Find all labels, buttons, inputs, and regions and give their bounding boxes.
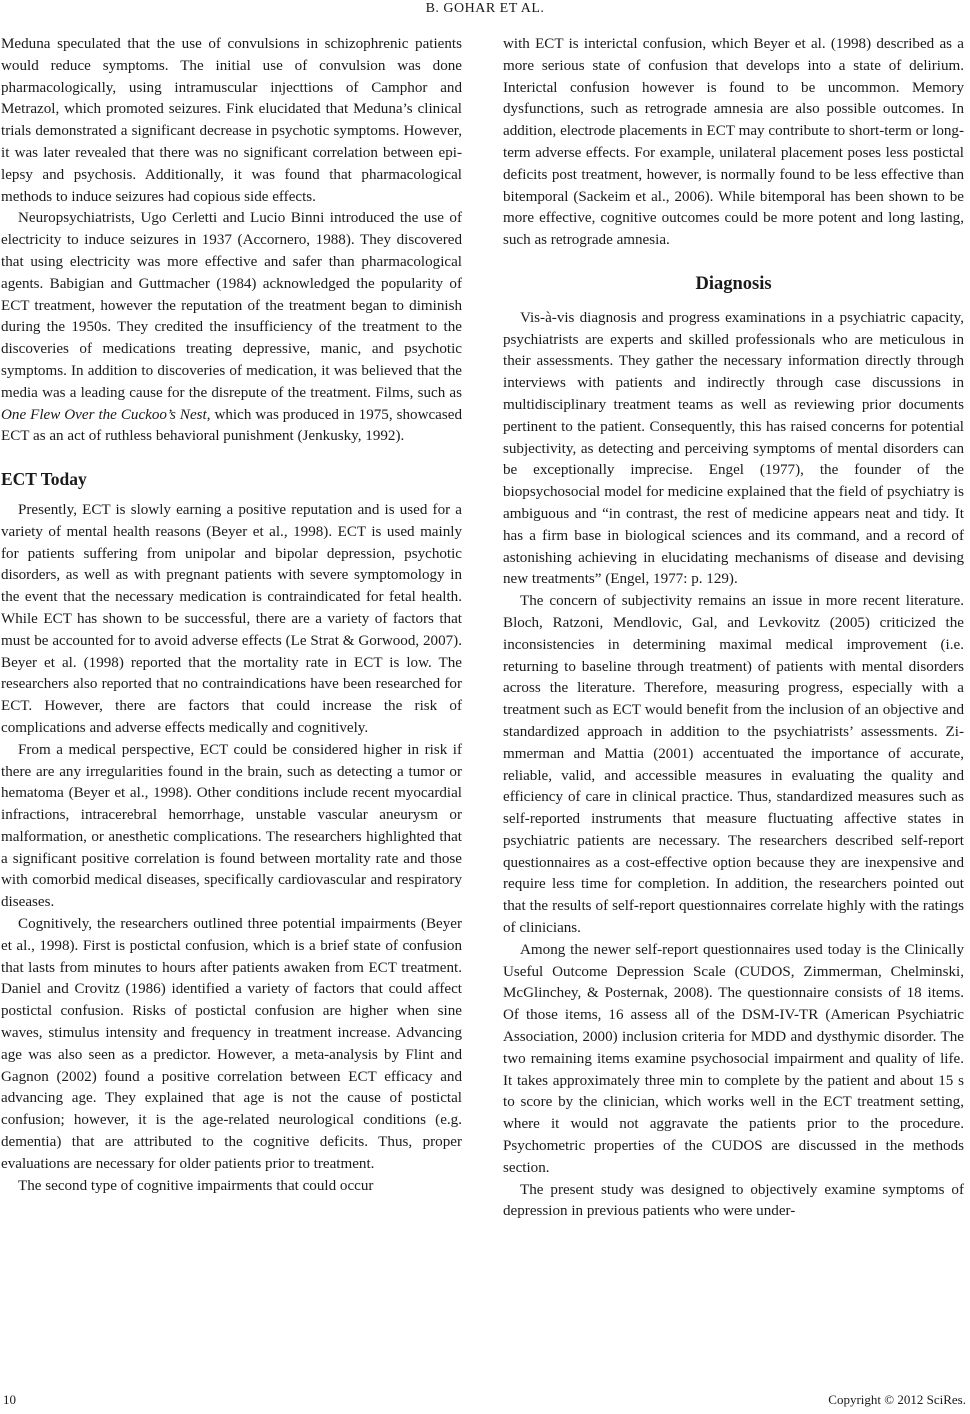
paragraph-vis-a-vis: Vis-à-vis diagnosis and progress examinations in a psychiatric capacity, psychiatrists are experts and skilled professionals who are meticulous in their assessments. They gather the necessary information directly through interviews with patients and indirectly through case discussions in multidisciplinary treatment teams as well as reviewing prior documents pertinent to the patient. Consequently, this has raised concerns for potential subjectivity, as detecting and perceiving symptoms of mental disorders can be exceptionally imprecise. Engel (1977), the founder of the biopsychosocial model for medicine explained that the field of psychiatry is ambiguous and “in contrast, the rest of medicine appears neat and tidy. It has a firm base in biological sciences and its command, and a record of astonishing achieving in elucidating mechanisms of disease and devising new treatments” (Engel, 1977: p. 129). bbox=[503, 309, 964, 588]
paragraph-second-type: The second type of cognitive impairments that could occur bbox=[18, 1177, 374, 1194]
running-head: B. GOHAR ET AL. bbox=[425, 1, 545, 16]
copyright-notice: Copyright © 2012 SciRes. bbox=[828, 1392, 966, 1407]
paragraph-presently: Presently, ECT is slowly earning a positive reputation and is used for a variety of mental health reasons (Beyer et al., 1998). ECT is used mainly for patients suffering from unipolar and bipolar depression, psychotic disorders, as well as with pregnant patients with severe symptomology in the event that the necessary medication is contraindicated for fetal health. While ECT has shown to be successful, there are a variety of factors that must be accounted for to avoid adverse effects (Le Strat & Gorwood, 2007). Beyer et al. (1998) reported that the mortality rate in ECT is low. The researchers also reported that no contraindications have been researched for ECT. However, there are factors that could increase the risk of complications and adverse effects medically and cognitively. bbox=[1, 501, 462, 736]
paragraph-cerletti-end: , which was produced in 1975, showcased ECT as an act of ruthless behavioral punishment (Jenkusky, 1992). bbox=[1, 406, 462, 445]
heading-ect-today: ECT Today bbox=[1, 469, 87, 490]
page-number: 10 bbox=[3, 1392, 16, 1407]
paragraph-interictal: with ECT is interictal confusion, which Beyer et al. (1998) described as a more serious state of confusion that develops into a state of delirium. Interictal confusion however is found to be uncommon. Memory dysfunctions, such as retrograde amnesia are also possible outcomes. In addition, electrode placements in ECT may contribute to short-term or long-term adverse effects. For example, unilateral placement poses less postictal deficits post treatment, however, is normally found to be less effective than bitemporal (Sackeim et al., 2006). While bitemporal has been shown to be more effective, cognitive outcomes could be more potent and long lasting, such as retrograde amnesia. bbox=[503, 36, 964, 249]
right-column bbox=[503, 34, 964, 1223]
paragraph-cudos: Among the newer self-report questionnaires used today is the Clinically Useful Outcome Depression Scale (CUDOS, Zimmerman, Chelminski, McGlinchey, & Posternak, 2008). The questionnaire consists of 18 items. Of those items, 16 assess all of the DSM-IV-TR (American Psychiatric Association, 2000) inclusion criteria for MDD and dysthymic disorder. The two remaining items examine psychosocial impairment and quality of life. It takes approximately three min to complete by the patient and about 15 s to score by the clinician, which works well in the ECT treatment setting, where it would not aggravate the patients prior to the procedure. Psychometric properties of the CUDOS are discussed in the methods section. bbox=[503, 941, 964, 1176]
paragraph-present-study: The present study was designed to objectively examine symptoms of depression in previous patients who were under- bbox=[503, 1181, 964, 1220]
paragraph-meduna: Meduna speculated that the use of convulsions in schizophrenic patients would reduce symptoms. The initial use of convulsion was done pharmacologically, using intramuscular injecttions of Camphor and Metrazol, which promoted seizures. Fink elucidated that Meduna’s clinical trials demonstrated a significant decrease in psychotic symptoms. However, it was later revealed that there was no significant correlation between epilepsy and psychosis. Additionally, it was found that pharmacological methods to induce seizures had copious side effects. bbox=[1, 36, 462, 205]
paragraph-medical-perspective: From a medical perspective, ECT could be considered higher in risk if there are any irregularities found in the brain, such as detecting a tumor or hematoma (Beyer et al., 1998). Other conditions include recent myocardial infractions, intracerebral hemorrhage, unstable vascular aneurysm or malformation, or anesthetic complications. The researchers highlighted that a significant positive correlation is found between mortality rate and those with comorbid medical diseases, specifically cardiovascular and respiratory diseases. bbox=[1, 741, 462, 911]
film-title: One Flew Over the Cuckoo’s Nest bbox=[1, 406, 207, 423]
paragraph-subjectivity: The concern of subjectivity remains an issue in more recent literature. Bloch, Ratzoni, Mendlovic, Gal, and Levkovitz (2005) criticized the inconsistencies in determining maximal medical improvement (i.e. returning to baseline through treatment) of patients with mental disorders across the literature. Therefore, measuring progress, especially with a treatment such as ECT would benefit from the inclusion of an objective and standardized approach in addition to the psychiatrists’ assessments. Zimmerman and Mattia (2001) accentuated the importance of accurate, reliable, valid, and accessible measures in evaluating the quality and efficiency of care in clinical practice. Thus, standardized measures such as self-reported instruments that measure fluctuating affective states in psychiatric patients are necessary. The researchers described self-report questionnaires as a cost-effective option because they are inexpensive and require less time for completion. In addition, the researchers pointed out that the results of self-report questionnaires correlate highly with the ratings of clinicians. bbox=[503, 593, 964, 937]
paragraph-cerletti-text: Neuropsychiatrists, Ugo Cerletti and Lucio Binni introduced the use of electricity to induce seizures in 1937 (Accornero, 1988). They discovered that using electricity was more effective and safer than pharmacological agents. Babigian and Guttmacher (1984) acknowledged the popularity of ECT treatment, however the reputation of the treatment began to diminish during the 1950s. They credited the insufficiency of the treatment to the discoveries of medications treating depressive, manic, and psychotic symptoms. In addition to discoveries of medication, it was believed that the media was a leading cause for the disrepute of the treatment. Films, such as bbox=[1, 210, 462, 401]
paragraph-cognitively: Cognitively, the researchers outlined three potential impairments (Beyer et al., 1998). First is postictal confusion, which is a brief state of confusion that lasts from minutes to hours after patients awaken from ECT treatment. Daniel and Crovitz (1986) identified a variety of factors that could affect postictal confusion. Risks of postictal confusion are higher when sine waves, stimulus intensity and frequency in treatment increase. Advancing age was also seen as a predictor. However, a meta-analysis by Flint and Gagnon (2002) found a positive correlation between ECT efficacy and advancing age. They explained that age is not the cause of postictal confusion; however, it is the age-related neurological conditions (e.g. dementia) that are attributed to the cognitive deficits. Thus, proper evaluations are necessary for older patients prior to treatment. bbox=[1, 916, 462, 1172]
paragraph-cerletti bbox=[1, 208, 462, 448]
heading-diagnosis: Diagnosis bbox=[695, 273, 772, 294]
left-column bbox=[1, 34, 462, 1197]
